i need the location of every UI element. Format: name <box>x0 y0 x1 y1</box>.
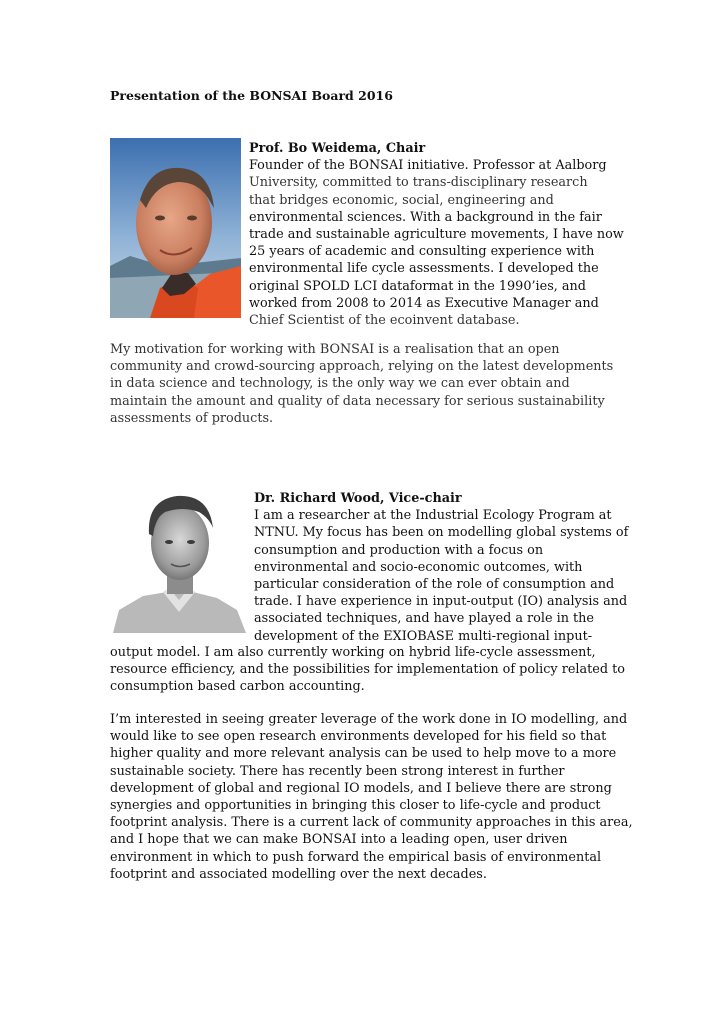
bio-line: development of the EXIOBASE multi-regional input- <box>254 628 593 644</box>
bio-line: NTNU. My focus has been on modelling global systems of <box>254 525 629 541</box>
motivation-line: community and crowd-sourcing approach, relying on the latest developments <box>110 359 614 375</box>
interest-line: higher quality and more relevant analysis can be used to help move to a more <box>110 746 617 762</box>
bio-line: that bridges economic, social, engineering and <box>249 192 554 208</box>
person1-motivation <box>110 341 620 427</box>
interest-line: I’m interested in seeing greater leverage of the work done in IO modelling, and <box>110 712 628 727</box>
bio-line: Founder of the BONSAI initiative. Professor at Aalborg <box>249 158 607 174</box>
bio-line: resource efficiency, and the possibilities for implementation of policy related to <box>110 662 625 678</box>
person2-bio <box>254 490 629 645</box>
interest-line: synergies and opportunities in bringing this closer to life-cycle and product <box>110 798 601 814</box>
bio-line: environmental and socio-economic outcomes, with <box>254 559 583 575</box>
bio-line: consumption based carbon accounting. <box>110 679 365 695</box>
bio-line: environmental life cycle assessments. I developed the <box>249 261 599 277</box>
interest-line: sustainable society. There has recently been strong interest in further <box>110 763 565 779</box>
bio-line: worked from 2008 to 2014 as Executive Manager and <box>249 295 599 311</box>
richard-wood-photo <box>113 488 246 633</box>
bio-line: output model. I am also currently working on hybrid life-cycle assessment, <box>110 645 596 660</box>
interest-line: footprint and associated modelling over the next decades. <box>110 866 487 882</box>
bio-line: particular consideration of the role of consumption and <box>254 577 615 593</box>
motivation-line: My motivation for working with BONSAI is a realisation that an open <box>110 342 560 357</box>
interest-line: would like to see open research environments developed for his field so that <box>110 729 607 745</box>
motivation-line: maintain the amount and quality of data necessary for serious sustainability <box>110 393 605 409</box>
person2-bio-continued <box>110 644 625 696</box>
bio-line: associated techniques, and have played a role in the <box>254 611 594 627</box>
interest-line: footprint analysis. There is a current lack of community approaches in this area, <box>110 815 633 831</box>
motivation-line: in data science and technology, is the only way we can ever obtain and <box>110 376 570 392</box>
interest-line: and I hope that we can make BONSAI into a leading open, user driven <box>110 832 568 848</box>
bio-line: 25 years of academic and consulting experience with <box>249 244 595 260</box>
bio-line: Chief Scientist of the ecoinvent database. <box>249 313 520 329</box>
person1-bio <box>249 140 624 329</box>
motivation-line: assessments of products. <box>110 410 274 426</box>
interest-line: development of global and regional IO models, and I believe there are strong <box>110 780 612 796</box>
interest-line: environment in which to push forward the empirical basis of environmental <box>110 849 602 865</box>
bio-line: environmental sciences. With a background in the fair <box>249 209 602 225</box>
bo-weidema-photo <box>110 138 241 318</box>
bio-line: consumption and production with a focus on <box>254 542 544 558</box>
person1-name-role: Prof. Bo Weidema, Chair <box>249 141 426 156</box>
person2-name-role: Dr. Richard Wood, Vice-chair <box>254 491 462 506</box>
bio-line: I am a researcher at the Industrial Ecology Program at <box>254 508 612 524</box>
bio-line: trade. I have experience in input-output (IO) analysis and <box>254 594 628 610</box>
page-title: Presentation of the BONSAI Board 2016 <box>110 88 393 103</box>
person2-interest <box>110 711 633 883</box>
bio-line: trade and sustainable agriculture movements, I have now <box>249 227 624 243</box>
bio-line: University, committed to trans-disciplinary research <box>249 175 588 191</box>
bio-line: original SPOLD LCI dataformat in the 1990’ies, and <box>249 278 586 294</box>
